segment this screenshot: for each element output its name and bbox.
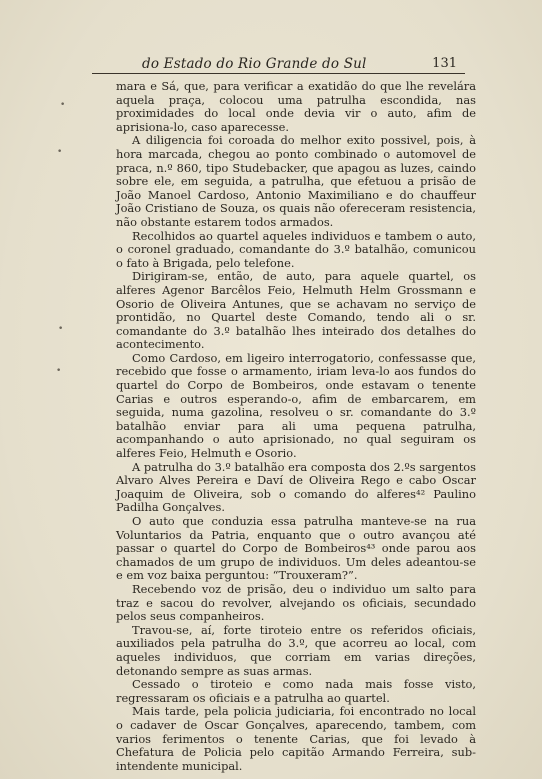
paragraph: Mais tarde, pela policia judiciaria, foi encontrado no local o cadaver de Oscar Gonçalves, aparecendo, tambem, com varios ferimentos o tenente Carias, que foi levado à Chefatura de Policia pelo capitão Armando Ferreira, sub-intendente municipal. — [116, 704, 476, 773]
paragraph: A patrulha do 3.º batalhão era composta dos 2.ºs sargentos Alvaro Alves Pereira e Daví de Oliveira Rego e cabo Oscar Joaquim de Oliveira, sob o comando do alferes⁴² Paulino Padilha Gonçalves. — [116, 459, 476, 515]
paragraph: A diligencia foi coroada do melhor exito possivel, pois, à hora marcada, chegou ao ponto combinado o automovel de praca, n.º 860, tipo Studebacker, que apagou as luzes, caindo sobre ele, em seguida, a patrulha, que efetuou a prisão de João Manoel Cardoso, Antonio Maximiliano e do chauffeur João Cristiano de Souza, os quais não ofereceram resistencia, não obstante estarem todos armados. — [116, 133, 476, 229]
page-speck: • — [56, 366, 62, 376]
paragraph: Recolhidos ao quartel aqueles individuos e tambem o auto, o coronel graduado, comandante do 3.º batalhão, comunicou o fato à Brigada, pelo telefone. — [116, 228, 476, 270]
paragraph: Recebendo voz de prisão, deu o individuo um salto para traz e sacou do revolver, alvejando os oficiais, secundado pelos seus companheiros. — [116, 581, 476, 624]
page-speck: • — [58, 324, 64, 334]
header-rule — [92, 73, 465, 74]
page-number: 131 — [432, 56, 457, 71]
running-title: do Estado do Rio Grande do Sul — [142, 56, 367, 72]
paragraph: Como Cardoso, em ligeiro interrogatorio, confessasse que, recebido que fosse o armamento, iriam leva-lo aos fundos do quartel do Corpo de Bombeiros, onde estavam o tenente Carias e outros esperando-o, afim de embarcarem, em seguida, numa gazolina, resolveu o sr. comandante do 3.º batalhão enviar para ali uma pequena patrulha, acompanhando o auto aprisionado, no qual seguiram os alferes Feio, Helmuth e Osorio. — [116, 350, 476, 461]
paragraph: Travou-se, aí, forte tiroteio entre os referidos oficiais, auxiliados pela patrulha do 3.º, que acorreu ao local, com aqueles individuos, que corriam em varias direções, detonando sempre as suas armas. — [116, 622, 476, 678]
page-speck: • — [57, 147, 63, 157]
page-speck: • — [60, 100, 66, 110]
paragraph: Dirigiram-se, então, de auto, para aquele quartel, os alferes Agenor Barcêlos Feio, Helmuth Helm Grossmann e Osorio de Oliveira Antunes, que se achavam no serviço de prontidão, no Quartel deste Comando, tendo ali o sr. comandante do 3.º batalhão lhes inteirado dos detalhes do acontecimento. — [116, 269, 476, 352]
paragraph: Cessado o tiroteio e como nada mais fosse visto, regressaram os oficiais e a patrulha ao quartel. — [116, 677, 476, 705]
page-header — [92, 54, 465, 74]
body-text — [116, 80, 476, 773]
paragraph: mara e Sá, que, para verificar a exatidão do que lhe revelára aquela praça, colocou uma patrulha escondida, nas proximidades do local onde devia vir o auto, afim de aprisiona-lo, caso aparecesse. — [116, 79, 476, 134]
paragraph: O auto que conduzia essa patrulha manteve-se na rua Voluntarios da Patria, enquanto que o outro avançou até passar o quartel do Corpo de Bombeiros⁴³ onde parou aos chamados de um grupo de individuos. Um deles adeantou-se e em voz baixa perguntou: “Trouxeram?”. — [116, 514, 476, 583]
